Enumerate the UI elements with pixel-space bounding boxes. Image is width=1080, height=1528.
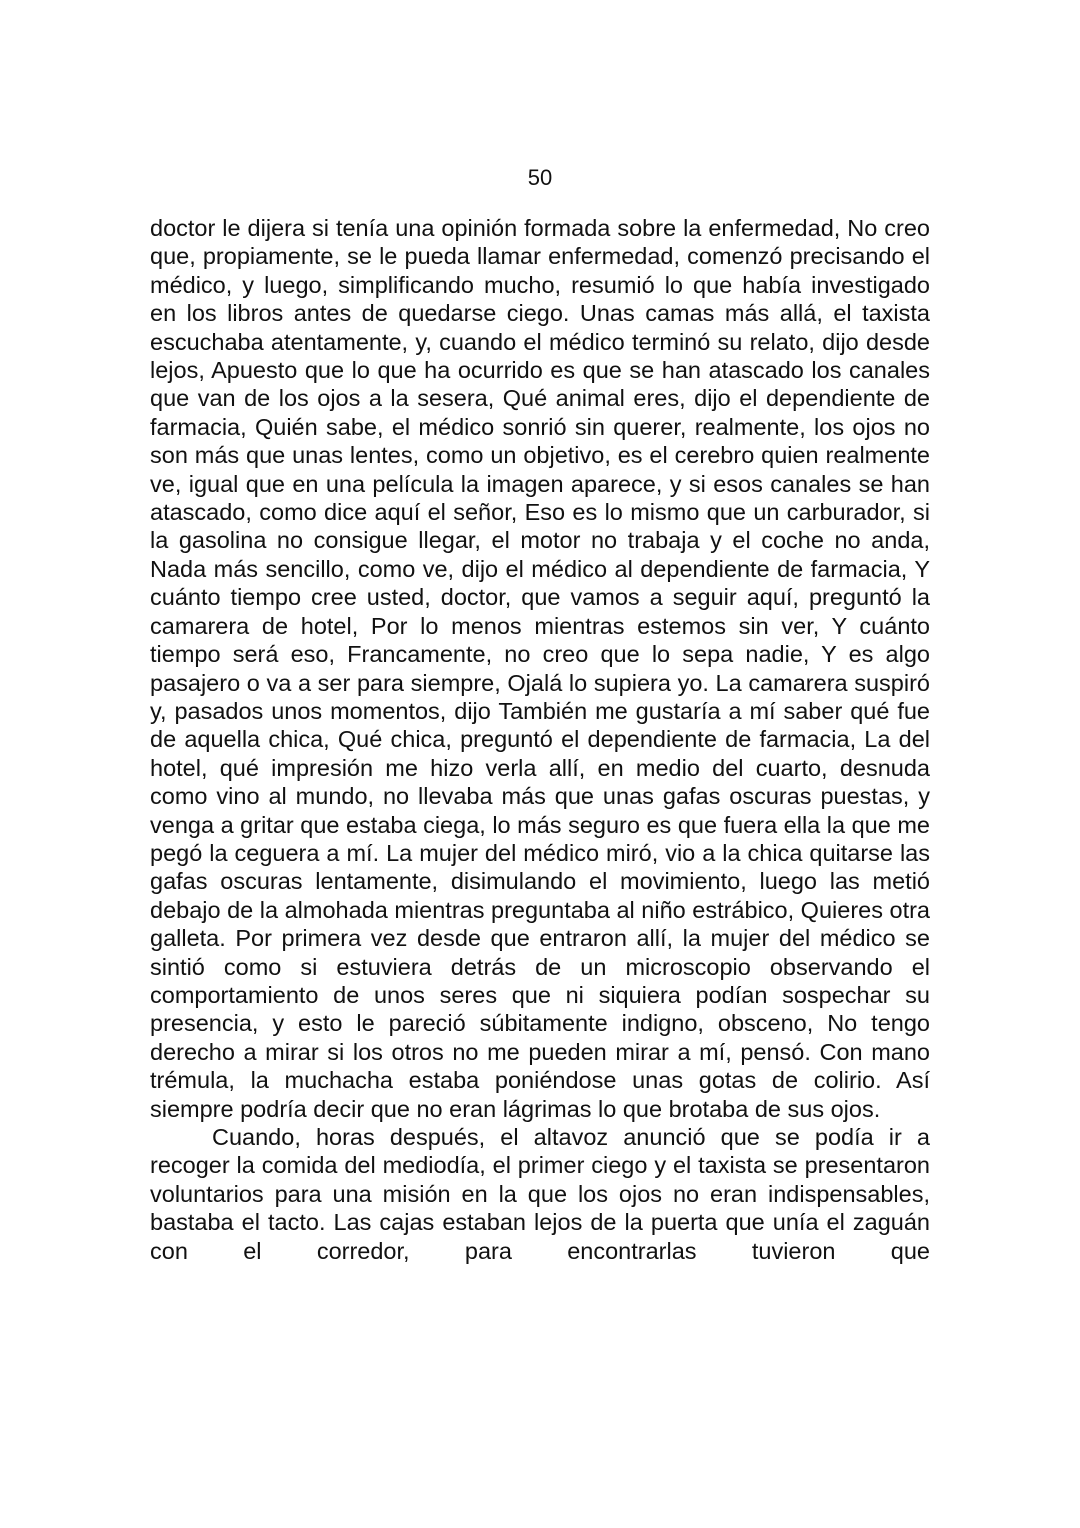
paragraph: doctor le dijera si tenía una opinión formada sobre la enfermedad, No creo que, propiamente, se le pueda llamar enfermedad, comenzó precisando el médico, y luego, simplificando mucho, resumió lo que había investigado en los libros antes de quedarse ciego. Unas camas más allá, el taxista escuchaba atentamente, y, cuando el médico terminó su relato, dijo desde lejos, Apuesto que lo que ha ocurrido es que se han atascado los canales que van de los ojos a la sesera, Qué animal eres, dijo el dependiente de farmacia, Quién sabe, el médico sonrió sin querer, realmente, los ojos no son más que unas lentes, como un objetivo, es el cerebro quien realmente ve, igual que en una película la imagen aparece, y si esos canales se han atascado, como dice aquí el señor, Eso es lo mismo que un carburador, si la gasolina no consigue llegar, el motor no trabaja y el coche no anda, Nada más sencillo, como ve, dijo el médico al dependiente de farmacia, Y cuánto tiempo cree usted, doctor, que vamos a seguir aquí, preguntó la camarera de hotel, Por lo menos mientras estemos sin ver, Y cuánto tiempo será eso, Francamente, no creo que lo sepa nadie, Y es algo pasajero o va a ser para siempre, Ojalá lo supiera yo. La camarera suspiró y, pasados unos momentos, dijo También me gustaría a mí saber qué fue de aquella chica, Qué chica, preguntó el dependiente de farmacia, La del hotel, qué impresión me hizo verla allí, en medio del cuarto, desnuda como vino al mundo, no llevaba más que unas gafas oscuras puestas, y venga a gritar que estaba ciega, lo más seguro es que fuera ella la que me pegó la ceguera a mí. La mujer del médico miró, vio a la chica quitarse las gafas oscuras lentamente, disimulando el movimiento, luego las metió debajo de la almohada mientras preguntaba al niño estrábico, Quieres otra galleta. Por primera vez desde que entraron allí, la mujer del médico se sintió como si estuviera detrás de un microscopio observando el comportamiento de unos seres que ni siquiera podían sospechar su presencia, y esto le pareció súbitamente indigno, obsceno, No tengo derecho a mirar si los otros no me pueden mirar a mí, pensó. Con mano trémula, la muchacha estaba poniéndose unas gotas de colirio. Así siempre podría decir que no eran lágrimas lo que brotaba de sus ojos.	[150, 215, 930, 1122]
page-number: 50	[527, 165, 553, 190]
paragraph: Cuando, horas después, el altavoz anunció que se podía ir a recoger la comida del mediodía, el primer ciego y el taxista se presentaron voluntarios para una misión en la que los ojos no eran indispensables, bastaba el tacto. Las cajas estaban lejos de la puerta que unía el zaguán con el corredor, para encontrarlas tuvieron que	[150, 1124, 930, 1264]
text-body	[150, 214, 930, 1265]
